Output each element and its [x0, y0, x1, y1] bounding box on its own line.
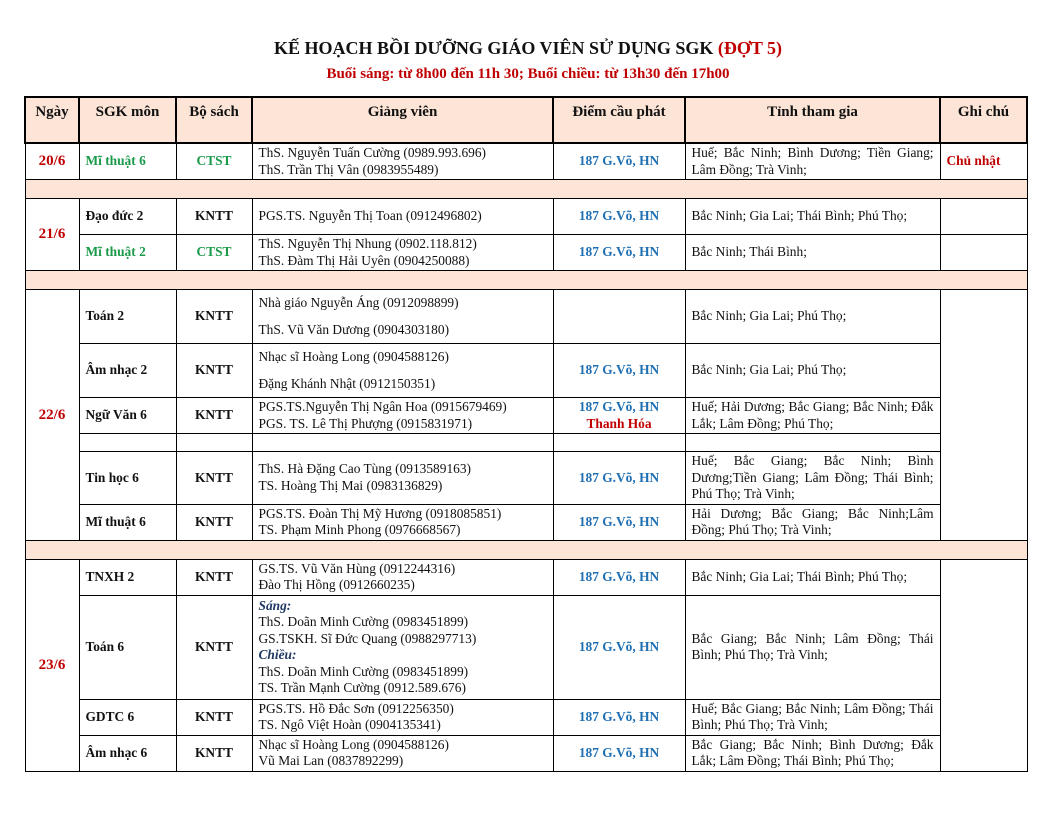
book-cell: KNTT: [176, 559, 252, 595]
lecturer-cell: [252, 398, 553, 434]
title-main: KẾ HOẠCH BỒI DƯỠNG GIÁO VIÊN SỬ DỤNG SGK: [273, 38, 714, 58]
lecturer-name: ThS. Nguyễn Tuấn Cường (0989.993.696): [258, 145, 486, 160]
provinces-cell: Bắc Giang; Bắc Ninh; Bình Dương; Đắk Lắk; Lâm Đồng; Thái Bình; Phú Thọ;: [685, 735, 940, 771]
book-cell: KNTT: [176, 735, 252, 771]
col-header-subject: SGK môn: [79, 97, 176, 143]
subject-cell: Toán 2: [79, 290, 176, 344]
location-cell: 187 G.Võ, HN: [553, 199, 685, 235]
lecturer-name: ThS. Doãn Minh Cường (0983451899): [258, 663, 469, 679]
lecturer-name: Đào Thị Hồng (0912660235): [258, 577, 415, 592]
lecturer-cell: [252, 595, 553, 699]
table-row: [25, 452, 1027, 505]
book-cell: KNTT: [176, 199, 252, 235]
table-row: [25, 290, 1027, 344]
book-cell: KNTT: [176, 452, 252, 505]
subject-cell: Tin học 6: [79, 452, 176, 505]
lecturer-name: Vũ Mai Lan (0837892299): [258, 753, 404, 768]
location-cell: 187 G.Võ, HN: [553, 504, 685, 540]
note-cell: [940, 290, 1027, 541]
lecturer-name: Đặng Khánh Nhật (0912150351): [258, 376, 436, 391]
location-primary: 187 G.Võ, HN: [578, 399, 660, 414]
table-row: [25, 344, 1027, 398]
session-morning-label: Sáng:: [258, 597, 292, 613]
location-cell: 187 G.Võ, HN: [553, 235, 685, 271]
col-header-location: Điểm cầu phát: [553, 97, 685, 143]
table-row: [25, 504, 1027, 540]
subject-cell: TNXH 2: [79, 559, 176, 595]
lecturer-name: TS. Trần Mạnh Cường (0912.589.676): [258, 680, 466, 695]
location-cell: 187 G.Võ, HN: [553, 595, 685, 699]
lecturer-name: Nhạc sĩ Hoàng Long (0904588126): [258, 348, 449, 364]
book-cell: KNTT: [176, 595, 252, 699]
subject-cell: Toán 6: [79, 595, 176, 699]
location-secondary: Thanh Hóa: [586, 415, 652, 431]
note-cell: [940, 235, 1027, 271]
provinces-cell: Bắc Ninh; Gia Lai; Thái Bình; Phú Thọ;: [685, 559, 940, 595]
provinces-cell: Hải Dương; Bắc Giang; Bắc Ninh;Lâm Đồng; Phú Thọ; Trà Vinh;: [685, 504, 940, 540]
subject-cell: Mĩ thuật 6: [79, 504, 176, 540]
book-cell: CTST: [176, 143, 252, 180]
lecturer-name: PGS.TS. Hồ Đắc Sơn (0912256350): [258, 700, 454, 716]
col-header-provinces: Tỉnh tham gia: [685, 97, 940, 143]
date-cell: 21/6: [25, 199, 79, 271]
separator-row: [25, 540, 1027, 559]
subject-cell: Đạo đức 2: [79, 199, 176, 235]
col-header-date: Ngày: [25, 97, 79, 143]
lecturer-name: TS. Ngô Việt Hoàn (0904135341): [258, 717, 441, 732]
table-row: [25, 199, 1027, 235]
provinces-cell: Bắc Ninh; Gia Lai; Phú Thọ;: [685, 290, 940, 344]
location-cell: 187 G.Võ, HN: [553, 735, 685, 771]
note-cell: [940, 199, 1027, 235]
subject-cell: Âm nhạc 2: [79, 344, 176, 398]
lecturer-name: PGS. TS. Lê Thị Phượng (0915831971): [258, 415, 473, 431]
separator-row: [25, 180, 1027, 199]
location-cell: 187 G.Võ, HN: [553, 344, 685, 398]
location-cell: 187 G.Võ, HN: [553, 143, 685, 180]
table-row: [25, 595, 1027, 699]
lecturer-name: ThS. Nguyễn Thị Nhung (0902.118.812): [258, 236, 477, 251]
provinces-cell: Huế; Hải Dương; Bắc Giang; Bắc Ninh; Đắk Lắk; Lâm Đồng; Phú Thọ;: [685, 398, 940, 434]
table-row: [25, 559, 1027, 595]
book-cell: KNTT: [176, 504, 252, 540]
location-cell: [553, 290, 685, 344]
lecturer-name: GS.TS. Vũ Văn Hùng (0912244316): [258, 560, 456, 576]
lecturer-name: PGS.TS.Nguyễn Thị Ngân Hoa (0915679469): [258, 399, 507, 414]
col-header-note: Ghi chú: [940, 97, 1027, 143]
subject-cell: Ngữ Văn 6: [79, 398, 176, 434]
table-row: [25, 735, 1027, 771]
provinces-cell: Huế; Bắc Giang; Bắc Ninh; Bình Dương;Tiền Giang; Lâm Đồng; Thái Bình; Phú Thọ; Trà Vinh;: [685, 452, 940, 505]
book-cell: KNTT: [176, 699, 252, 735]
lecturer-name: ThS. Doãn Minh Cường (0983451899): [258, 614, 469, 629]
page-title: [0, 38, 1056, 59]
date-cell: 23/6: [25, 559, 79, 771]
date-cell: 20/6: [25, 143, 79, 180]
lecturer-name: ThS. Đàm Thị Hải Uyên (0904250088): [258, 252, 470, 268]
lecturer-name: GS.TSKH. Sĩ Đức Quang (0988297713): [258, 630, 477, 646]
lecturer-name: PGS.TS. Nguyễn Thị Toan (0912496802): [258, 208, 482, 224]
location-cell: 187 G.Võ, HN: [553, 559, 685, 595]
subject-cell: Âm nhạc 6: [79, 735, 176, 771]
lecturer-cell: [252, 559, 553, 595]
lecturer-name: PGS.TS. Đoàn Thị Mỹ Hương (0918085851): [258, 505, 502, 521]
empty-row: [25, 434, 1027, 452]
location-cell: 187 G.Võ, HN: [553, 452, 685, 505]
lecturer-cell: [252, 290, 553, 344]
training-plan-table: [24, 96, 1028, 772]
lecturer-cell: [252, 199, 553, 235]
subject-cell: Mĩ thuật 6: [79, 143, 176, 180]
lecturer-cell: [252, 344, 553, 398]
separator-row: [25, 271, 1027, 290]
book-cell: KNTT: [176, 398, 252, 434]
table-row: [25, 143, 1027, 180]
lecturer-cell: [252, 735, 553, 771]
lecturer-name: TS. Hoàng Thị Mai (0983136829): [258, 477, 443, 493]
title-phase: (ĐỢT 5): [717, 38, 783, 58]
lecturer-cell: [252, 235, 553, 271]
location-cell: [553, 398, 685, 434]
lecturer-name: ThS. Vũ Văn Dương (0904303180): [258, 322, 450, 337]
book-cell: KNTT: [176, 290, 252, 344]
note-cell: Chủ nhật: [940, 143, 1027, 180]
lecturer-cell: [252, 452, 553, 505]
subject-cell: GDTC 6: [79, 699, 176, 735]
schedule-subtitle: Buổi sáng: từ 8h00 đến 11h 30; Buổi chiều: từ 13h30 đến 17h00: [326, 66, 730, 82]
book-cell: CTST: [176, 235, 252, 271]
lecturer-cell: [252, 143, 553, 180]
provinces-cell: Bắc Ninh; Thái Bình;: [685, 235, 940, 271]
provinces-cell: Huế; Bắc Ninh; Bình Dương; Tiền Giang; Lâm Đồng; Trà Vinh;: [685, 143, 940, 180]
subject-cell: Mĩ thuật 2: [79, 235, 176, 271]
lecturer-name: Nhạc sĩ Hoàng Long (0904588126): [258, 736, 449, 752]
provinces-cell: Huế; Bắc Giang; Bắc Ninh; Lâm Đồng; Thái Bình; Phú Thọ; Trà Vinh;: [685, 699, 940, 735]
note-cell: [940, 559, 1027, 771]
session-afternoon-label: Chiều:: [258, 647, 297, 662]
provinces-cell: Bắc Ninh; Gia Lai; Thái Bình; Phú Thọ;: [685, 199, 940, 235]
date-cell: 22/6: [25, 290, 79, 541]
lecturer-cell: [252, 699, 553, 735]
lecturer-name: Nhà giáo Nguyễn Áng (0912098899): [258, 294, 459, 310]
lecturer-name: ThS. Trần Thị Vân (0983955489): [258, 161, 439, 177]
lecturer-name: TS. Phạm Minh Phong (0976668567): [258, 522, 461, 537]
provinces-cell: Bắc Ninh; Gia Lai; Phú Thọ;: [685, 344, 940, 398]
provinces-cell: Bắc Giang; Bắc Ninh; Lâm Đồng; Thái Bình; Phú Thọ; Trà Vinh;: [685, 595, 940, 699]
lecturer-cell: [252, 504, 553, 540]
table-row: [25, 235, 1027, 271]
table-row: [25, 699, 1027, 735]
col-header-book: Bộ sách: [176, 97, 252, 143]
table-row: [25, 398, 1027, 434]
header-row: [25, 97, 1027, 143]
location-cell: 187 G.Võ, HN: [553, 699, 685, 735]
book-cell: KNTT: [176, 344, 252, 398]
lecturer-name: ThS. Hà Đặng Cao Tùng (0913589163): [258, 461, 471, 477]
col-header-lecturer: Giảng viên: [252, 97, 553, 143]
